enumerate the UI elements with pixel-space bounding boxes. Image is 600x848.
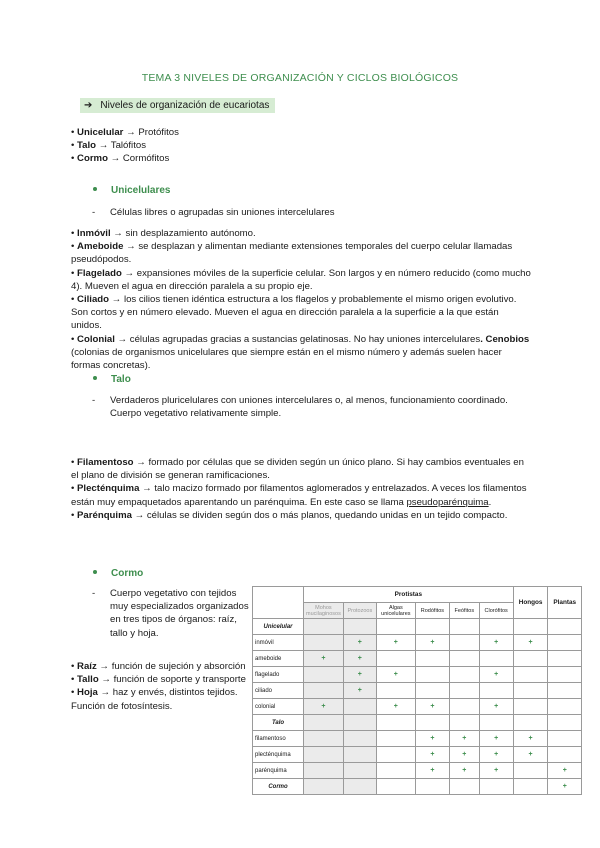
row-label: ciliado — [253, 683, 304, 699]
subsection-heading-unicelulares: Unicelulares — [93, 185, 170, 196]
table-cell — [304, 651, 344, 667]
list-item: • Ameboide → se desplazan y alimentan mediante extensiones temporales del cuerpo celular llamadas pseudópodos. — [71, 241, 513, 266]
table-cell — [548, 667, 582, 683]
table-cell — [304, 635, 344, 651]
header-hongos: Hongos — [513, 587, 548, 619]
table-cell — [513, 699, 548, 715]
plus-mark: + — [357, 687, 362, 694]
plus-mark: + — [528, 751, 533, 758]
table-cell — [304, 683, 344, 699]
plus-mark: + — [430, 703, 435, 710]
table-cell — [479, 731, 513, 747]
plus-mark: + — [494, 751, 499, 758]
plus-mark: + — [321, 703, 326, 710]
header-plantas: Plantas — [548, 587, 582, 619]
table-cell — [415, 635, 449, 651]
table-cell — [449, 683, 479, 699]
plus-mark: + — [430, 735, 435, 742]
table-cell — [449, 763, 479, 779]
plus-mark: + — [393, 703, 398, 710]
subsection-heading-cormo: Cormo — [93, 568, 143, 579]
table-cell — [449, 731, 479, 747]
table-cell — [449, 635, 479, 651]
table-row — [253, 731, 582, 747]
table-row — [253, 747, 582, 763]
plus-mark: + — [494, 703, 499, 710]
table-cell — [479, 699, 513, 715]
section-heading-highlight — [80, 98, 275, 113]
unicelulares-list — [71, 227, 531, 372]
table-cell — [479, 763, 513, 779]
table-cell — [449, 747, 479, 763]
plus-mark: + — [393, 671, 398, 678]
table-group-row: Cormo + — [253, 779, 582, 795]
table-cell — [513, 763, 548, 779]
table-cell — [376, 763, 415, 779]
row-label: parénquima — [253, 763, 304, 779]
table-row — [253, 635, 582, 651]
table-row — [253, 683, 582, 699]
plus-mark: + — [321, 655, 326, 662]
table-cell — [548, 683, 582, 699]
table-cell — [513, 651, 548, 667]
table-cell — [376, 667, 415, 683]
table-cell — [513, 683, 548, 699]
row-label: plecténquima — [253, 747, 304, 763]
bullet-dot-icon — [93, 187, 97, 191]
table-cell — [343, 699, 376, 715]
table-cell — [479, 651, 513, 667]
table-cell — [548, 651, 582, 667]
list-item: • Tallo → función de soporte y transporte — [71, 674, 246, 686]
subheader-algas: Algas unicelulares — [376, 603, 415, 619]
table-cell — [343, 635, 376, 651]
table-cell — [376, 651, 415, 667]
table-cell — [479, 635, 513, 651]
table-cell — [548, 699, 582, 715]
table-cell — [304, 747, 344, 763]
table-cell — [343, 747, 376, 763]
plus-mark: + — [393, 639, 398, 646]
list-item: • Talo → Talófitos — [71, 140, 146, 152]
row-label: flagelado — [253, 667, 304, 683]
table-cell — [548, 731, 582, 747]
row-label: inmóvil — [253, 635, 304, 651]
plus-mark: + — [462, 767, 467, 774]
row-label: filamentoso — [253, 731, 304, 747]
table-cell — [513, 747, 548, 763]
subsection-heading-talo: Talo — [93, 374, 131, 385]
table-group-row: Unicelular — [253, 619, 582, 635]
subheader-protozoos: Protozoos — [343, 603, 376, 619]
table-cell — [343, 683, 376, 699]
list-item: • Raíz → función de sujeción y absorción — [71, 661, 246, 672]
list-item: • Hoja → haz y envés, distintos tejidos. Función de fotosíntesis. — [71, 687, 238, 712]
table-cell: + — [548, 779, 582, 795]
table-cell — [415, 651, 449, 667]
list-item: • Ciliado → los cilios tienen idéntica estructura a los flagelos y probablemente el mismo origen evolutivo. Son cortos y en número elevado. Mueven el agua en dirección paralela a la superficie a la que están unidos. — [71, 294, 517, 332]
talo-list — [71, 456, 531, 522]
cormo-list — [71, 660, 251, 713]
plus-mark: + — [357, 639, 362, 646]
list-item: • Inmóvil → sin desplazamiento autónomo. — [71, 228, 256, 239]
subheader-mohos: Mohos mucilaginosos — [304, 603, 344, 619]
table-row — [253, 651, 582, 667]
plus-mark: + — [357, 671, 362, 678]
plus-mark: + — [528, 735, 533, 742]
table-header-row — [253, 587, 582, 603]
table-cell — [548, 635, 582, 651]
table-cell — [415, 699, 449, 715]
list-item: • Filamentoso → formado por células que se dividen según un único plano. Si hay cambios eventuales en el plano de división se generan ramificaciones. — [71, 457, 524, 482]
table-cell — [376, 699, 415, 715]
list-item: • Flagelado → expansiones móviles de la superficie celular. Son largos y en número reducido (como mucho 4). Mueven el agua en dirección paralela a su propio eje. — [71, 267, 531, 292]
table-cell — [415, 763, 449, 779]
table-cell — [548, 747, 582, 763]
arrow-icon: ➔ — [84, 100, 93, 111]
table-cell — [376, 731, 415, 747]
row-label: ameboide — [253, 651, 304, 667]
table-cell — [415, 683, 449, 699]
dash-item: - Células libres o agrupadas sin uniones intercelulares — [92, 207, 335, 218]
plus-mark: + — [462, 735, 467, 742]
table-cell — [415, 667, 449, 683]
table-cell — [449, 699, 479, 715]
table-cell — [513, 731, 548, 747]
table-cell — [376, 683, 415, 699]
table-cell — [479, 683, 513, 699]
table-cell — [513, 635, 548, 651]
table-cell — [449, 667, 479, 683]
table-cell — [548, 763, 582, 779]
table-group-row: Talo — [253, 715, 582, 731]
plus-mark: + — [430, 767, 435, 774]
plus-mark: + — [430, 751, 435, 758]
table-row — [253, 763, 582, 779]
dash-item: - Cuerpo vegetativo con tejidos muy especializados organizados en tres tipos de órganos: raíz, tallo y hoja. — [92, 588, 249, 639]
section-heading-text: Niveles de organización de eucariotas — [100, 100, 270, 111]
plus-mark: + — [430, 639, 435, 646]
plus-mark: + — [462, 751, 467, 758]
list-item: • Cormo → Cormófitos — [71, 153, 170, 165]
header-protistas: Protistas — [304, 587, 514, 603]
table-cell — [415, 731, 449, 747]
organization-table — [252, 586, 582, 795]
subheader-rodofitos: Rodófitos — [415, 603, 449, 619]
list-item: • Parénquima → células se dividen según dos o más planos, quedando unidas en un tejido compacto. — [71, 509, 508, 521]
plus-mark: + — [562, 767, 567, 774]
table-cell — [449, 651, 479, 667]
table-cell — [343, 731, 376, 747]
table-cell — [304, 667, 344, 683]
plus-mark: + — [528, 639, 533, 646]
dash-item: - Verdaderos pluricelulares con uniones intercelulares o, al menos, funcionamiento coordinado. Cuerpo vegetativo relativamente simple. — [92, 395, 508, 420]
table-cell — [304, 731, 344, 747]
table-cell — [376, 635, 415, 651]
table-row — [253, 699, 582, 715]
plus-mark: + — [494, 639, 499, 646]
subheader-feofitos: Feófitos — [449, 603, 479, 619]
table-cell — [376, 747, 415, 763]
list-item: • Plecténquima → talo macizo formado por filamentos aglomerados y entrelazados. A veces los filamentos están muy empaquetados aparentando un parénquima. En este caso se llama pseudoparénquima. — [71, 483, 527, 508]
bullet-dot-icon — [93, 570, 97, 574]
bullet-dot-icon — [93, 376, 97, 380]
page-title: TEMA 3 NIVELES DE ORGANIZACIÓN Y CICLOS BIOLÓGICOS — [141, 72, 459, 84]
table-cell — [479, 667, 513, 683]
plus-mark: + — [494, 767, 499, 774]
plus-mark: + — [357, 655, 362, 662]
table-cell — [415, 747, 449, 763]
table-cell — [343, 763, 376, 779]
row-label: colonial — [253, 699, 304, 715]
list-item: • Unicelular → Protófitos — [71, 127, 179, 138]
table-cell — [513, 667, 548, 683]
plus-mark: + — [494, 735, 499, 742]
table-row — [253, 667, 582, 683]
table-cell — [479, 747, 513, 763]
levels-list — [71, 126, 541, 166]
table-cell — [343, 667, 376, 683]
table-cell — [304, 699, 344, 715]
subheader-clorofitos: Clorófitos — [479, 603, 513, 619]
list-item: • Colonial → células agrupadas gracias a sustancias gelatinosas. No hay uniones intercelulares. Cenobios (colonias de organismos unicelulares que siempre están en el mismo número y además suelen hacer formas concretas). — [71, 333, 530, 372]
table-cell — [343, 651, 376, 667]
plus-mark: + — [494, 671, 499, 678]
table-cell — [304, 763, 344, 779]
